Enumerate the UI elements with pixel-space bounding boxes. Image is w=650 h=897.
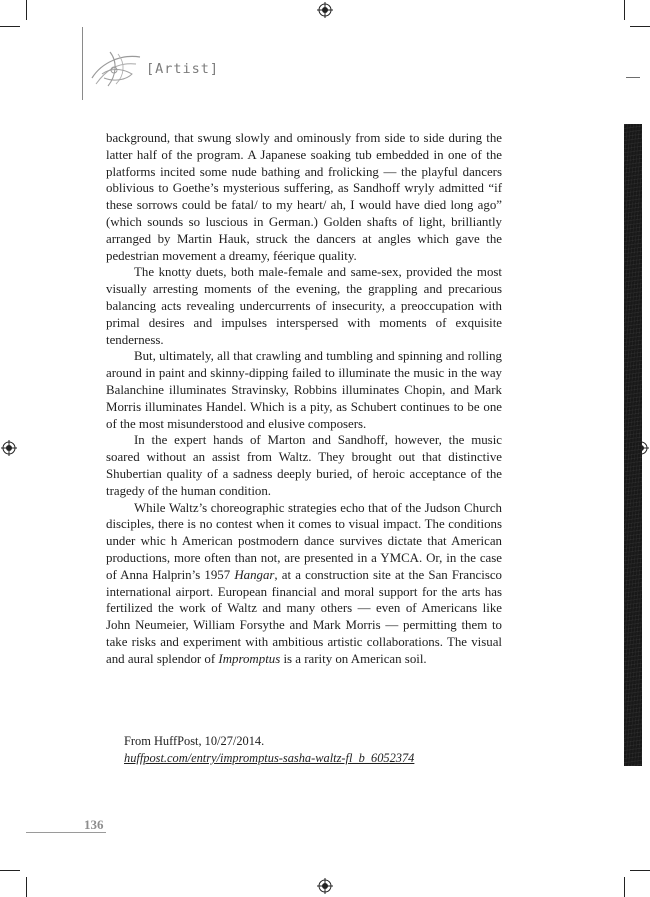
registration-mark-icon — [317, 2, 333, 18]
title-emphasis: Hangar — [234, 567, 275, 582]
section-label: [Artist] — [146, 61, 220, 77]
registration-mark-icon — [317, 878, 333, 894]
crop-mark-bottom-right-v — [624, 877, 625, 897]
edge-tick-mark — [626, 77, 640, 78]
bleed-edge-bar — [624, 124, 642, 766]
article-body — [106, 130, 502, 668]
crop-mark-bottom-left-h — [0, 870, 20, 871]
body-paragraph — [106, 130, 502, 264]
source-note — [124, 733, 414, 767]
body-paragraph — [106, 500, 502, 668]
registration-mark-icon — [1, 440, 17, 456]
source-link[interactable]: huffpost.com/entry/impromptus-sasha-waltz-fl_b_6052374 — [124, 751, 415, 765]
swirl-logo-icon — [88, 48, 146, 88]
crop-mark-top-right-v — [624, 0, 625, 20]
text-run: But, ultimately, all that crawling and tumbling and spinning and rolling around in paint and skinny-dipping failed to illuminate the music in the way Balanchine illuminates Stravinsky, Robbins illuminates Chopin, and Mark Morris illuminates Handel. Which is a pity, as Schubert continues to be one of the most misunderstood and elusive composers. — [106, 349, 502, 431]
text-run: While Waltz’s choreographic strategies echo that of the Judson Church disciples, there is no contest when it comes to visual impact. The conditions under whic h American postmodern dance survives dictate that American productions, more often than not, are presented in a YMCA. Or, in the case of Anna Halprin’s 1957 — [106, 500, 502, 582]
text-run: The knotty duets, both male-female and same-sex, provided the most visually arresting moments of the evening, the grappling and precarious balancing acts revealing undercurrents of insecurity, a preoccupation with primal desires and impulses interspersed with moments of exquisite tenderness. — [106, 265, 502, 347]
text-run: In the expert hands of Marton and Sandhoff, however, the music soared without an assist from Waltz. They brought out that distinctive Shubertian quality of a sadness deeply buried, of heroic acceptance of the tragedy of the human condition. — [106, 433, 502, 498]
page-number: 136 — [84, 817, 104, 832]
text-run: background, that swung slowly and ominously from side to side during the latter half of the program. A Japanese soaking tub embedded in one of the platforms incited some nude bathing and frolicking — the playful dancers oblivious to Goethe’s mysterious suffering, as Sandhoff wryly admitted “if these sorrows could be fatal/ to my heart/ ah, I would have died long ago” (which sounds so luscious in German.) Golden shafts of light, brilliantly arranged by Martin Hauk, struck the dancers at angles which gave the pedestrian movement a dreamy, féerique quality. — [106, 131, 502, 263]
crop-mark-top-right-h — [630, 26, 650, 27]
body-paragraph — [106, 264, 502, 348]
text-run: is a rarity on American soil. — [280, 651, 427, 666]
crop-mark-top-left-v — [26, 0, 27, 20]
crop-mark-bottom-right-h — [630, 870, 650, 871]
source-line: From HuffPost, 10/27/2014. — [124, 734, 265, 748]
body-paragraph — [106, 432, 502, 499]
body-paragraph — [106, 348, 502, 432]
title-emphasis: Impromptus — [218, 651, 281, 666]
text-run: , at a construction site at the San Francisco international airport. European financial and moral support for the arts has fertilized the work of Waltz and many others — even of Americans like John Neumeier, William Forsythe and Mark Morris — permitting them to take risks and experiment with ambitious artistic collaborations. The visual and aural splendor of — [106, 567, 503, 666]
crop-mark-top-left-h — [0, 26, 20, 27]
header-divider — [82, 27, 83, 100]
crop-mark-bottom-left-v — [26, 877, 27, 897]
